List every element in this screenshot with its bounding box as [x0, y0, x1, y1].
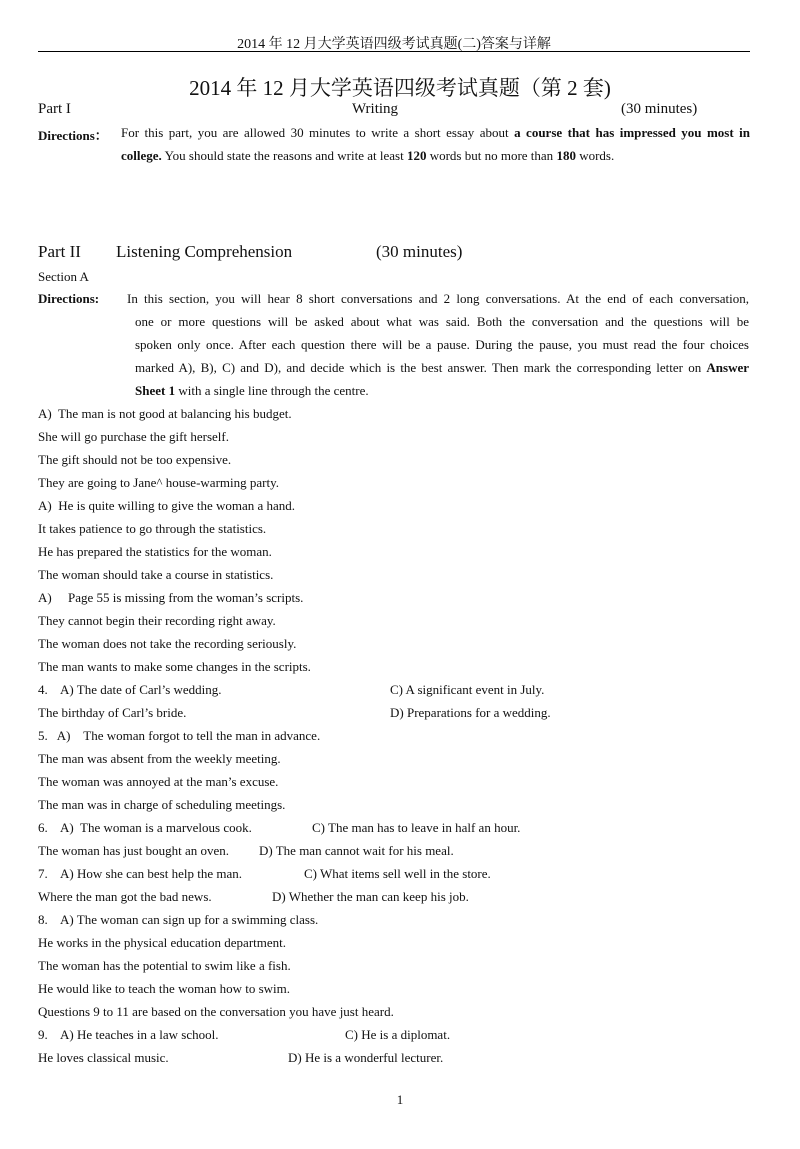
- question-option-right: C) He is a diplomat.: [345, 1027, 451, 1042]
- question-line: Where the man got the bad news.: [38, 889, 212, 904]
- part2-name: Listening Comprehension: [116, 242, 293, 261]
- question-option-right: D) Whether the man can keep his job.: [272, 889, 469, 904]
- question-option-right: D) He is a wonderful lecturer.: [288, 1050, 444, 1065]
- part1-directions-topic-end: college.: [121, 148, 162, 163]
- question-line: 9. A) He teaches in a law school.: [38, 1027, 219, 1042]
- part1-name: Writing: [352, 101, 399, 117]
- question-line: The man was absent from the weekly meeting.: [38, 751, 281, 766]
- part1-directions-text-h: words.: [575, 148, 615, 163]
- part2-directions-line3: spoken only once. After each question there will be a pause. During the pause, you must read the four choices: [135, 337, 749, 352]
- question-option-right: C) What items sell well in the store.: [304, 866, 491, 881]
- question-line: 4. A) The date of Carl’s wedding.: [38, 682, 222, 697]
- part1-directions-topic: a course that has impressed you most in: [514, 125, 750, 140]
- part1-max-words: 180: [556, 148, 576, 163]
- page-number: 1: [396, 1092, 404, 1107]
- question-line: The man was in charge of scheduling meetings.: [38, 797, 286, 812]
- question-line: A) Page 55 is missing from the woman’s scripts.: [38, 590, 304, 605]
- question-line: They cannot begin their recording right away.: [38, 613, 276, 628]
- part1-directions-text-a: For this part, you are allowed 30 minutes to write a short essay about: [121, 125, 515, 140]
- question-line: The woman has the potential to swim like a fish.: [38, 958, 291, 973]
- question-option-right: D) The man cannot wait for his meal.: [259, 843, 454, 858]
- question-line: The woman was annoyed at the man’s excuse.: [38, 774, 279, 789]
- part2-directions-line2: one or more questions will be asked about what was said. Both the conversation and the questions will be: [135, 314, 749, 329]
- question-line: 7. A) How she can best help the man.: [38, 866, 242, 881]
- part2-directions-choices: marked A), B), C) and D): [135, 360, 278, 375]
- question-line: It takes patience to go through the statistics.: [38, 521, 267, 536]
- part2-time: (30 minutes): [376, 242, 463, 261]
- page-title: 2014 年 12 月大学英语四级考试真题（第 2 套): [189, 76, 611, 100]
- question-line: He would like to teach the woman how to swim.: [38, 981, 291, 996]
- question-option-right: C) The man has to leave in half an hour.: [312, 820, 521, 835]
- part2-label: Part II: [38, 242, 81, 261]
- question-option-right: D) Preparations for a wedding.: [390, 705, 551, 720]
- part2-directions-text: , and decide which is the best answer. Then mark the corresponding letter on: [277, 360, 707, 375]
- question-line: A) The man is not good at balancing his budget.: [38, 406, 292, 421]
- question-line: The man wants to make some changes in the scripts.: [38, 659, 311, 674]
- question-line: The gift should not be too expensive.: [38, 452, 232, 467]
- question-line: A) He is quite willing to give the woman a hand.: [38, 498, 296, 513]
- answer-sheet-ref-2: Sheet 1: [135, 383, 176, 398]
- header-rule: [38, 51, 750, 52]
- question-line: She will go purchase the gift herself.: [38, 429, 229, 444]
- part1-directions-line1: [121, 125, 750, 141]
- part2-directions-end: with a single line through the centre.: [175, 383, 369, 398]
- part2-directions-line5: [135, 383, 369, 399]
- part1-directions-text-f: words but no more than: [426, 148, 557, 163]
- part2-directions-line1: In this section, you will hear 8 short conversations and 2 long conversations. At the end of each conversation,: [127, 291, 749, 306]
- question-line: 5. A) The woman forgot to tell the man in advance.: [38, 728, 321, 743]
- part1-directions-label: Directions：: [38, 128, 108, 143]
- question-line: The woman should take a course in statistics.: [38, 567, 274, 582]
- part1-min-words: 120: [406, 148, 427, 163]
- question-line: 8. A) The woman can sign up for a swimming class.: [38, 912, 319, 927]
- question-line: Questions 9 to 11 are based on the conversation you have just heard.: [38, 1004, 394, 1019]
- part1-time: (30 minutes): [621, 101, 698, 117]
- question-line: He has prepared the statistics for the woman.: [38, 544, 272, 559]
- part2-directions-label: Directions:: [38, 291, 100, 306]
- question-line: The woman does not take the recording seriously.: [38, 636, 297, 651]
- question-line: The birthday of Carl’s bride.: [38, 705, 187, 720]
- question-line: The woman has just bought an oven.: [38, 843, 229, 858]
- question-line: He loves classical music.: [38, 1050, 169, 1065]
- part1-directions-text-d: You should state the reasons and write at least: [161, 148, 407, 163]
- question-line: They are going to Jane^ house-warming party.: [38, 475, 279, 490]
- question-line: 6. A) The woman is a marvelous cook.: [38, 820, 252, 835]
- section-a-label: Section A: [38, 269, 89, 284]
- part1-label: Part I: [38, 101, 71, 117]
- part1-directions-line2: [121, 148, 614, 164]
- running-header: 2014 年 12 月大学英语四级考试真题(二)答案与详解: [237, 37, 551, 52]
- answer-sheet-ref: Answer: [706, 360, 749, 375]
- part2-directions-line4: [135, 360, 749, 376]
- question-option-right: C) A significant event in July.: [390, 682, 545, 697]
- question-line: He works in the physical education department.: [38, 935, 287, 950]
